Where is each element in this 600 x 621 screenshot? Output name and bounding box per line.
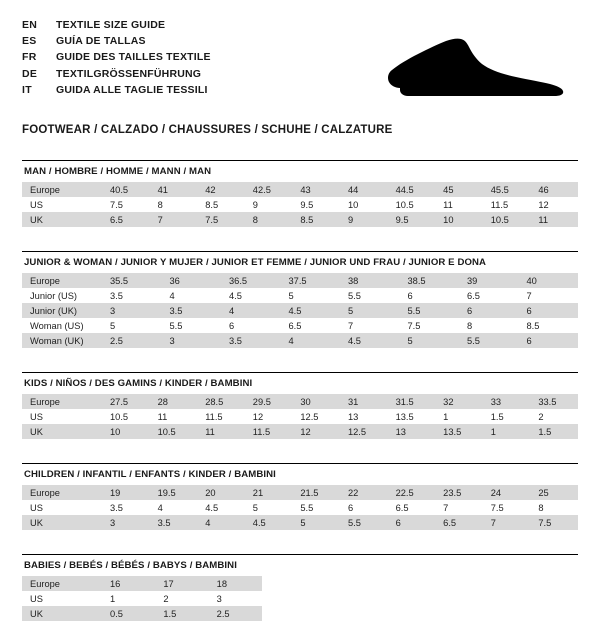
cell: 6	[519, 303, 579, 318]
cell: 13	[388, 424, 436, 439]
cell: 5.5	[340, 288, 400, 303]
cell: 6	[221, 318, 281, 333]
cell: 4.5	[245, 515, 293, 530]
cell: 28	[150, 394, 198, 409]
row-label: Europe	[22, 273, 102, 288]
table-row	[22, 273, 578, 288]
cell: 11	[197, 424, 245, 439]
cell: 7.5	[400, 318, 460, 333]
cell: 37.5	[281, 273, 341, 288]
cell: 12	[292, 424, 340, 439]
cell: 35.5	[102, 273, 162, 288]
cell: 3.5	[162, 303, 222, 318]
table-row	[22, 197, 578, 212]
row-label: UK	[22, 212, 102, 227]
cell: 2	[530, 409, 578, 424]
cell: 8	[245, 212, 293, 227]
table-row	[22, 318, 578, 333]
table-row	[22, 409, 578, 424]
cell: 38	[340, 273, 400, 288]
cell: 1.5	[483, 409, 531, 424]
divider	[22, 554, 578, 555]
cell: 42	[197, 182, 245, 197]
divider	[22, 463, 578, 464]
block-title: MAN / HOMBRE / HOMME / MANN / MAN	[24, 166, 212, 177]
cell: 13	[340, 409, 388, 424]
cell: 8.5	[292, 212, 340, 227]
cell: 3	[102, 515, 150, 530]
cell: 3.5	[102, 288, 162, 303]
language-row	[22, 34, 211, 50]
language-title: TEXTILE SIZE GUIDE	[56, 19, 166, 31]
table-row	[22, 576, 262, 591]
cell: 4	[221, 303, 281, 318]
cell: 7.5	[102, 197, 150, 212]
cell: 10.5	[388, 197, 436, 212]
cell: 25	[530, 485, 578, 500]
row-label: US	[22, 591, 102, 606]
language-title: GUIDA ALLE TAGLIE TESSILI	[56, 83, 208, 96]
cell: 2	[155, 591, 208, 606]
cell: 7	[340, 318, 400, 333]
language-row	[22, 67, 211, 83]
cell: 4.5	[340, 333, 400, 348]
cell: 4	[281, 333, 341, 348]
cell: 1	[483, 424, 531, 439]
cell: 33.5	[530, 394, 578, 409]
row-label: Europe	[22, 182, 102, 197]
row-label: Junior (UK)	[22, 303, 102, 318]
cell: 8.5	[519, 318, 579, 333]
cell: 36	[162, 273, 222, 288]
cell: 6.5	[388, 500, 436, 515]
row-label: Woman (US)	[22, 318, 102, 333]
cell: 23.5	[435, 485, 483, 500]
cell: 8	[150, 197, 198, 212]
cell: 11.5	[197, 409, 245, 424]
row-label: UK	[22, 515, 102, 530]
size-block-man	[22, 160, 578, 227]
cell: 3.5	[150, 515, 198, 530]
cell: 6.5	[459, 288, 519, 303]
size-table	[22, 576, 262, 621]
cell: 1	[102, 591, 155, 606]
size-table	[22, 485, 578, 530]
cell: 10	[435, 212, 483, 227]
size-table	[22, 182, 578, 227]
language-title-list	[22, 18, 211, 99]
size-block-children	[22, 463, 578, 530]
block-title: BABIES / BEBÉS / BÉBÉS / BABYS / BAMBINI	[24, 560, 237, 571]
cell: 12.5	[340, 424, 388, 439]
cell: 10.5	[150, 424, 198, 439]
cell: 4.5	[221, 288, 281, 303]
cell: 11	[530, 212, 578, 227]
page-title: FOOTWEAR / CALZADO / CHAUSSURES / SCHUHE / CALZATURE	[22, 124, 393, 136]
cell: 4.5	[281, 303, 341, 318]
cell: 27.5	[102, 394, 150, 409]
cell: 7.5	[197, 212, 245, 227]
size-table	[22, 394, 578, 439]
cell: 5.5	[459, 333, 519, 348]
table-row	[22, 591, 262, 606]
block-title: KIDS / NIÑOS / DES GAMINS / KINDER / BAMBINI	[24, 378, 253, 389]
table-row	[22, 515, 578, 530]
cell: 18	[209, 576, 262, 591]
cell: 7.5	[483, 500, 531, 515]
cell: 31.5	[388, 394, 436, 409]
table-row	[22, 394, 578, 409]
cell: 6.5	[435, 515, 483, 530]
divider	[22, 372, 578, 373]
cell: 9.5	[388, 212, 436, 227]
cell: 11	[435, 197, 483, 212]
cell: 42.5	[245, 182, 293, 197]
cell: 3	[102, 303, 162, 318]
language-title: TEXTILGRÖSSENFÜHRUNG	[56, 67, 202, 80]
cell: 38.5	[400, 273, 460, 288]
cell: 30	[292, 394, 340, 409]
cell: 7.5	[530, 515, 578, 530]
cell: 44.5	[388, 182, 436, 197]
cell: 22.5	[388, 485, 436, 500]
row-label: Europe	[22, 485, 102, 500]
row-label: Junior (US)	[22, 288, 102, 303]
cell: 21.5	[292, 485, 340, 500]
row-label: Europe	[22, 576, 102, 591]
language-code: FR	[22, 51, 37, 64]
size-table	[22, 273, 578, 348]
divider	[22, 160, 578, 161]
cell: 6	[340, 500, 388, 515]
cell: 19.5	[150, 485, 198, 500]
cell: 5	[292, 515, 340, 530]
dress-shoe-icon	[382, 32, 572, 102]
cell: 12	[245, 409, 293, 424]
block-title: JUNIOR & WOMAN / JUNIOR Y MUJER / JUNIOR ET FEMME / JUNIOR UND FRAU / JUNIOR E DONA	[24, 257, 487, 268]
table-row	[22, 485, 578, 500]
cell: 6.5	[102, 212, 150, 227]
cell: 12	[530, 197, 578, 212]
cell: 1.5	[155, 606, 208, 621]
cell: 28.5	[197, 394, 245, 409]
size-block-babies	[22, 554, 578, 621]
cell: 5.5	[340, 515, 388, 530]
cell: 10.5	[102, 409, 150, 424]
cell: 29.5	[245, 394, 293, 409]
language-code: DE	[22, 67, 38, 80]
table-row	[22, 424, 578, 439]
cell: 8	[530, 500, 578, 515]
cell: 17	[155, 576, 208, 591]
cell: 32	[435, 394, 483, 409]
cell: 3	[209, 591, 262, 606]
table-row	[22, 333, 578, 348]
cell: 0.5	[102, 606, 155, 621]
cell: 6	[400, 288, 460, 303]
cell: 9	[340, 212, 388, 227]
cell: 43	[292, 182, 340, 197]
table-row	[22, 606, 262, 621]
cell: 44	[340, 182, 388, 197]
cell: 5.5	[162, 318, 222, 333]
size-block-junior-woman	[22, 251, 578, 348]
cell: 5.5	[292, 500, 340, 515]
size-block-kids	[22, 372, 578, 439]
cell: 7	[435, 500, 483, 515]
cell: 2.5	[102, 333, 162, 348]
cell: 7	[483, 515, 531, 530]
cell: 7	[519, 288, 579, 303]
divider	[22, 251, 578, 252]
language-row	[22, 83, 211, 99]
cell: 5	[281, 288, 341, 303]
cell: 24	[483, 485, 531, 500]
cell: 5	[400, 333, 460, 348]
cell: 3.5	[221, 333, 281, 348]
cell: 1.5	[530, 424, 578, 439]
cell: 21	[245, 485, 293, 500]
language-code: EN	[22, 19, 38, 31]
cell: 19	[102, 485, 150, 500]
cell: 12.5	[292, 409, 340, 424]
cell: 3	[162, 333, 222, 348]
cell: 10.5	[483, 212, 531, 227]
row-label: US	[22, 409, 102, 424]
cell: 10	[340, 197, 388, 212]
cell: 5	[245, 500, 293, 515]
cell: 10	[102, 424, 150, 439]
cell: 8.5	[197, 197, 245, 212]
cell: 41	[150, 182, 198, 197]
cell: 5	[102, 318, 162, 333]
cell: 40.5	[102, 182, 150, 197]
cell: 20	[197, 485, 245, 500]
row-label: UK	[22, 606, 102, 621]
cell: 3.5	[102, 500, 150, 515]
language-code: ES	[22, 35, 37, 48]
cell: 9.5	[292, 197, 340, 212]
cell: 16	[102, 576, 155, 591]
cell: 4	[150, 500, 198, 515]
block-title: CHILDREN / INFANTIL / ENFANTS / KINDER / BAMBINI	[24, 469, 276, 480]
table-row	[22, 303, 578, 318]
cell: 5	[340, 303, 400, 318]
table-row	[22, 500, 578, 515]
cell: 6	[459, 303, 519, 318]
cell: 6.5	[281, 318, 341, 333]
language-row	[22, 18, 211, 34]
cell: 7	[150, 212, 198, 227]
cell: 36.5	[221, 273, 281, 288]
cell: 2.5	[209, 606, 262, 621]
cell: 4	[162, 288, 222, 303]
cell: 31	[340, 394, 388, 409]
cell: 6	[388, 515, 436, 530]
cell: 8	[459, 318, 519, 333]
language-code: IT	[22, 83, 32, 96]
cell: 11.5	[245, 424, 293, 439]
cell: 46	[530, 182, 578, 197]
row-label: US	[22, 197, 102, 212]
language-row	[22, 50, 211, 66]
cell: 6	[519, 333, 579, 348]
cell: 45	[435, 182, 483, 197]
table-row	[22, 288, 578, 303]
cell: 9	[245, 197, 293, 212]
cell: 33	[483, 394, 531, 409]
language-title: GUIDE DES TAILLES TEXTILE	[56, 51, 211, 64]
cell: 45.5	[483, 182, 531, 197]
cell: 39	[459, 273, 519, 288]
row-label: UK	[22, 424, 102, 439]
cell: 13.5	[388, 409, 436, 424]
cell: 5.5	[400, 303, 460, 318]
table-row	[22, 212, 578, 227]
row-label: Europe	[22, 394, 102, 409]
cell: 1	[435, 409, 483, 424]
table-row	[22, 182, 578, 197]
cell: 4	[197, 515, 245, 530]
language-title: GUÍA DE TALLAS	[56, 35, 146, 48]
cell: 11.5	[483, 197, 531, 212]
row-label: US	[22, 500, 102, 515]
page-header	[22, 18, 578, 110]
cell: 22	[340, 485, 388, 500]
cell: 4.5	[197, 500, 245, 515]
cell: 40	[519, 273, 579, 288]
cell: 13.5	[435, 424, 483, 439]
row-label: Woman (UK)	[22, 333, 102, 348]
cell: 11	[150, 409, 198, 424]
